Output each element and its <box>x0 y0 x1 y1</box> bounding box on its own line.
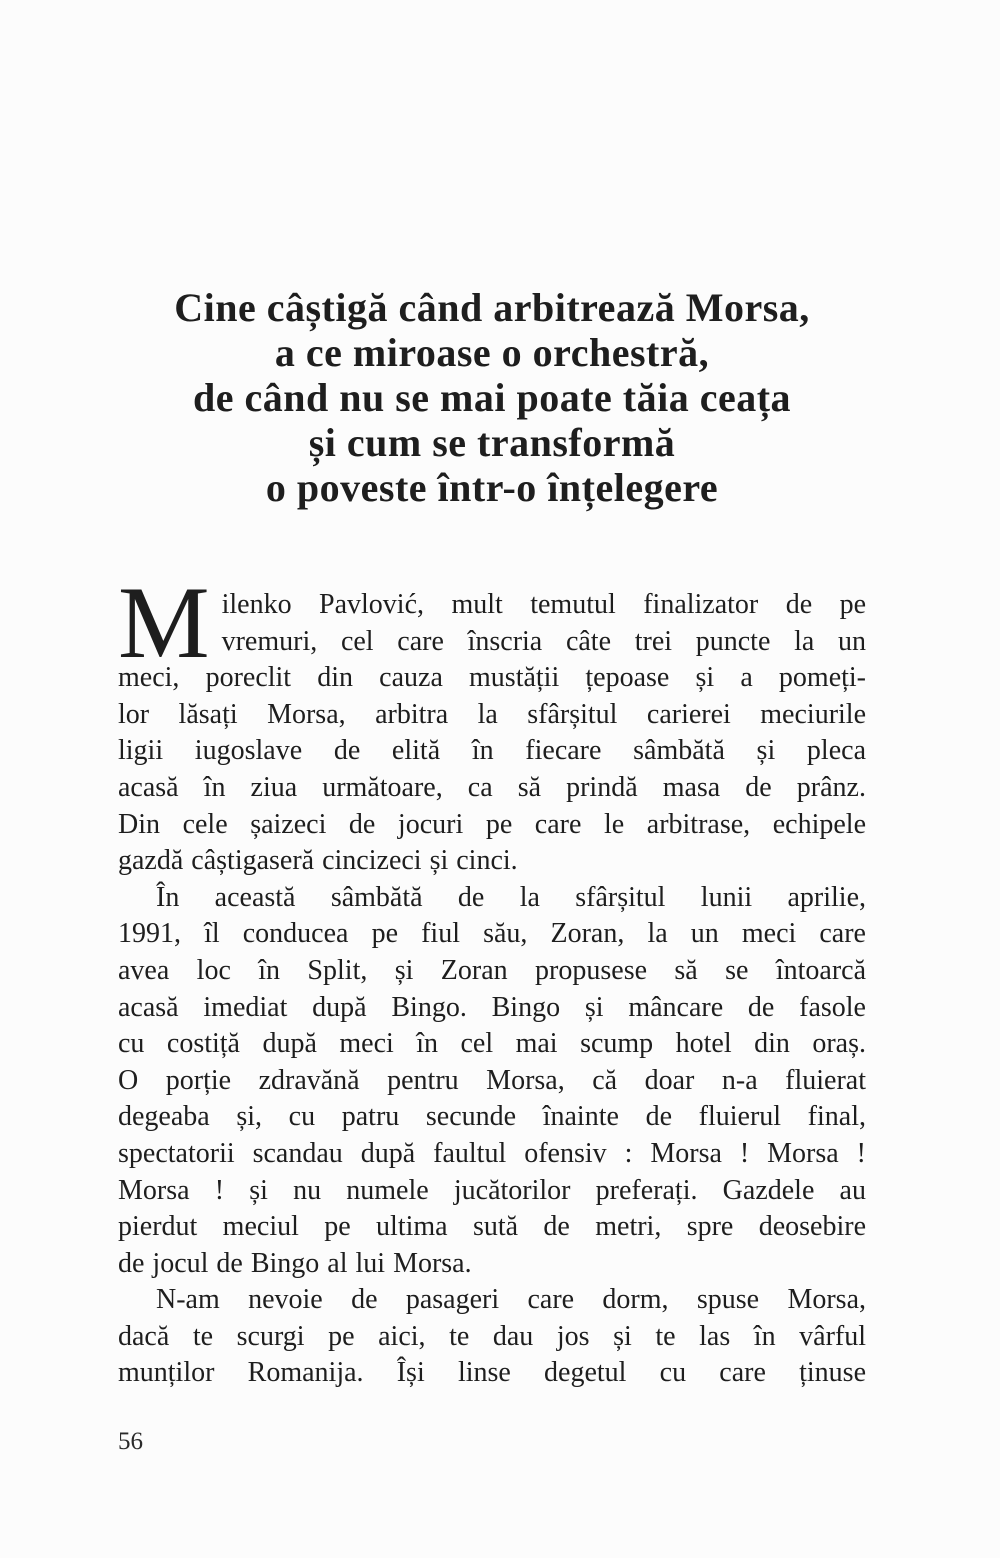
text-line: O porție zdravănă pentru Morsa, că doar n-a fluierat <box>118 1064 866 1096</box>
paragraph <box>118 880 866 1283</box>
chapter-title-line: Cine câștigă când arbitrează Morsa, <box>174 285 810 330</box>
text-line: munților Romanija. Își linse degetul cu care ținuse <box>118 1357 866 1389</box>
text-line: avea loc în Split, și Zoran propusese să se întoarcă <box>118 954 866 986</box>
text-line: meci, poreclit din cauza mustății țepoase și a pomeți- <box>118 662 866 694</box>
drop-cap: M <box>118 566 210 680</box>
text-line: ilenko Pavlović, mult temutul finalizator de pe <box>221 589 866 620</box>
page-footer <box>118 1428 866 1456</box>
chapter-title <box>118 285 866 510</box>
paragraph <box>118 566 866 880</box>
text-line: Morsa ! și nu numele jucătorilor preferați. Gazdele au <box>118 1174 866 1206</box>
text-line: degeaba și, cu patru secunde înainte de fluierul final, <box>118 1101 866 1133</box>
text-line: ligii iugoslave de elită în fiecare sâmbătă și pleca <box>118 735 866 767</box>
text-line: dacă te scurgi pe aici, te dau jos și te las în vârful <box>118 1320 866 1352</box>
paragraph <box>118 1282 866 1392</box>
text-line: Din cele șaizeci de jocuri pe care le arbitrase, echipele <box>118 808 866 840</box>
chapter-title-line: o poveste într-o înțelegere <box>265 465 719 510</box>
body-text <box>118 566 866 1392</box>
chapter-title-line: a ce miroase o orchestră, <box>274 330 710 375</box>
text-line: N-am nevoie de pasageri care dorm, spuse Morsa, <box>156 1284 866 1316</box>
text-line: spectatorii scandau după faultul ofensiv : Morsa ! Morsa ! <box>118 1137 866 1169</box>
text-line: vremuri, cel care înscria câte trei puncte la un <box>221 625 866 657</box>
text-line: pierdut meciul pe ultima sută de metri, spre deosebire <box>118 1211 866 1243</box>
text-line: acasă imediat după Bingo. Bingo și mâncare de fasole <box>118 991 866 1023</box>
page-number: 56 <box>118 1428 143 1456</box>
chapter-title-line: de când nu se mai poate tăia ceața <box>192 375 792 420</box>
text-line: acasă în ziua următoare, ca să prindă masa de prânz. <box>118 771 866 803</box>
text-line: 1991, îl conducea pe fiul său, Zoran, la un meci care <box>118 918 866 950</box>
text-line: lor lăsați Morsa, arbitra la sfârșitul carierei meciurile <box>118 698 866 730</box>
text-line: de jocul de Bingo al lui Morsa. <box>118 1247 472 1279</box>
text-line: În această sâmbătă de la sfârșitul lunii aprilie, <box>156 881 866 913</box>
chapter-title-line: și cum se transformă <box>308 420 676 465</box>
text-line: cu costiță după meci în cel mai scump hotel din oraș. <box>118 1028 866 1060</box>
text-line: gazdă câștigaseră cincizeci și cinci. <box>118 845 518 877</box>
